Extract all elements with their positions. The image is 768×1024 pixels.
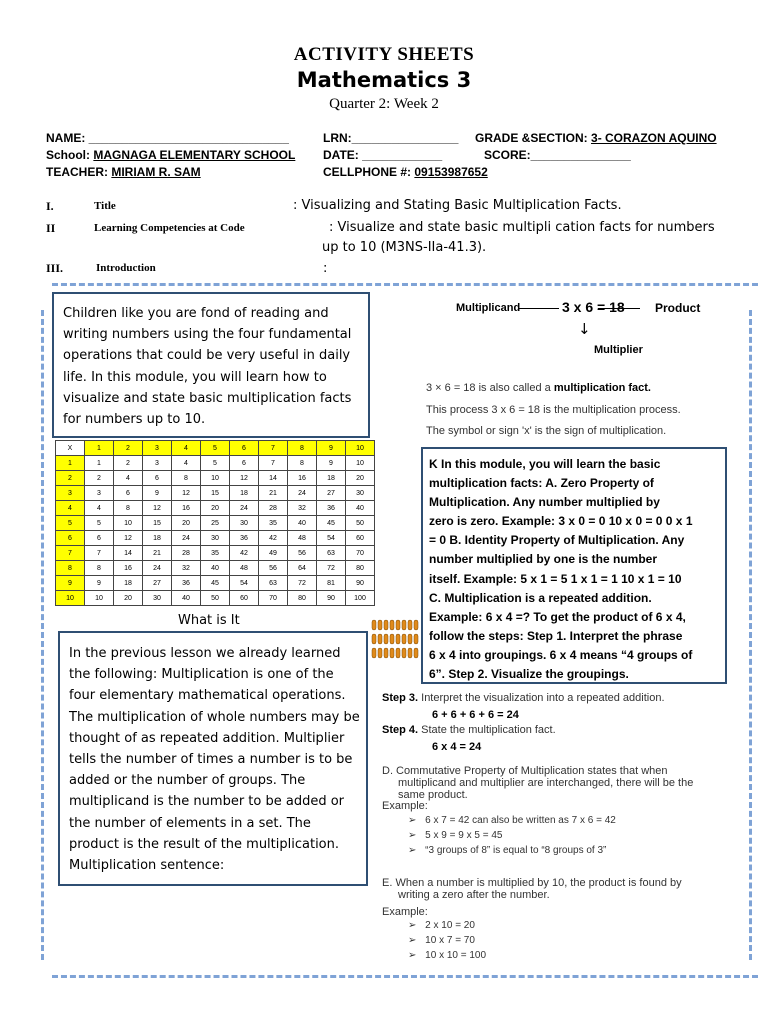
table-cell: 1 <box>85 456 114 471</box>
table-header-cell: 7 <box>259 441 288 456</box>
table-cell: 3 <box>85 486 114 501</box>
table-row <box>56 456 375 471</box>
text-line: 6”. Step 2. Visualize the groupings. <box>429 667 629 682</box>
table-header-cell: 1 <box>85 441 114 456</box>
table-cell: 15 <box>143 516 172 531</box>
table-cell: 36 <box>317 501 346 516</box>
table-cell: 50 <box>201 591 230 606</box>
table-cell: 32 <box>172 561 201 576</box>
commutative-examples <box>408 815 616 860</box>
list-item-text: 10 x 10 = 100 <box>425 950 487 961</box>
table-cell: 21 <box>143 546 172 561</box>
text-line: four elementary mathematical operations. <box>69 688 346 704</box>
table-row-header-cell: 4 <box>56 501 85 516</box>
table-cell: 6 <box>114 486 143 501</box>
subject-title: Mathematics 3 <box>296 68 472 92</box>
table-cell: 35 <box>259 516 288 531</box>
section-3-colon: : <box>323 261 328 276</box>
table-row <box>56 576 375 591</box>
table-cell: 16 <box>288 471 317 486</box>
table-cell: 7 <box>85 546 114 561</box>
table-cell: 24 <box>143 561 172 576</box>
table-cell: 90 <box>317 591 346 606</box>
table-cell: 6 <box>143 471 172 486</box>
table-cell: 7 <box>259 456 288 471</box>
dashed-border-top <box>52 283 758 286</box>
table-cell: 36 <box>230 531 259 546</box>
step-3-equation: 6 + 6 + 6 + 6 = 24 <box>432 709 519 721</box>
table-row-header-cell: 3 <box>56 486 85 501</box>
cellphone-field: CELLPHONE #: 09153987652 <box>323 165 488 179</box>
section-2-text-2: up to 10 (M3NS-IIa-41.3). <box>322 240 487 255</box>
table-cell: 9 <box>143 486 172 501</box>
down-arrow-icon: ↓ <box>578 320 591 338</box>
diagram-product: Product <box>655 301 701 315</box>
table-cell: 70 <box>259 591 288 606</box>
table-cell: 6 <box>85 531 114 546</box>
table-cell: 54 <box>317 531 346 546</box>
beads-grouping <box>370 618 420 660</box>
arrow-bullet-icon: ➢ <box>408 815 420 826</box>
table-cell: 40 <box>346 501 375 516</box>
fact-line-1: 3 × 6 = 18 is also called a multiplication fact. <box>426 382 651 394</box>
text-line: life. In this module, you will learn how to <box>63 369 327 385</box>
table-cell: 10 <box>114 516 143 531</box>
table-row-header-cell: 2 <box>56 471 85 486</box>
table-cell: 64 <box>288 561 317 576</box>
list-item-text: 2 x 10 = 20 <box>425 920 475 931</box>
commutative-line-3: same product. <box>398 789 468 801</box>
table-cell: 100 <box>346 591 375 606</box>
table-cell: 45 <box>317 516 346 531</box>
text-line: writing numbers using the four fundamental <box>63 327 352 343</box>
table-cell: 12 <box>143 501 172 516</box>
table-cell: 72 <box>288 576 317 591</box>
list-item <box>408 815 616 830</box>
section-1-text: : Visualizing and Stating Basic Multiplication Facts. <box>293 198 622 213</box>
table-cell: 35 <box>201 546 230 561</box>
text-line: number multiplied by one is the number <box>429 552 658 567</box>
school-field: School: MAGNAGA ELEMENTARY SCHOOL <box>46 148 296 162</box>
table-row <box>56 531 375 546</box>
text-line: operations that could be very useful in daily <box>63 348 351 364</box>
times-ten-line-1: E. When a number is multiplied by 10, the product is found by <box>382 877 682 889</box>
text-line: visualize and state basic multiplication facts <box>63 390 352 406</box>
arrow-bullet-icon: ➢ <box>408 830 420 841</box>
table-header-cell: 10 <box>346 441 375 456</box>
table-cell: 21 <box>259 486 288 501</box>
arrow-bullet-icon: ➢ <box>408 920 420 931</box>
text-line: thought of as repeated addition. Multiplier <box>69 730 345 746</box>
table-cell: 14 <box>259 471 288 486</box>
text-line: multiplication facts: A. Zero Property of <box>429 476 654 491</box>
text-line: In the previous lesson we already learned <box>69 646 341 661</box>
text-line: zero is zero. Example: 3 x 0 = 0 10 x 0 = 0 0 x 1 <box>429 514 693 529</box>
table-cell: 16 <box>114 561 143 576</box>
table-cell: 50 <box>346 516 375 531</box>
table-cell: 8 <box>114 501 143 516</box>
table-cell: 28 <box>172 546 201 561</box>
table-cell: 40 <box>201 561 230 576</box>
table-cell: 8 <box>85 561 114 576</box>
table-cell: 10 <box>346 456 375 471</box>
table-cell: 6 <box>230 456 259 471</box>
table-header-cell: 6 <box>230 441 259 456</box>
table-cell: 90 <box>346 576 375 591</box>
table-cell: 30 <box>143 591 172 606</box>
table-cell: 20 <box>172 516 201 531</box>
section-2-text-1: : Visualize and state basic multipli cation facts for numbers <box>329 220 715 235</box>
table-cell: 20 <box>346 471 375 486</box>
table-cell: 20 <box>114 591 143 606</box>
what-is-it-text <box>69 643 366 876</box>
lesson-box <box>421 447 727 684</box>
list-item <box>408 830 616 845</box>
table-cell: 56 <box>259 561 288 576</box>
text-line: the following: Multiplication is one of the <box>69 667 334 683</box>
table-cell: 48 <box>230 561 259 576</box>
table-cell: 24 <box>172 531 201 546</box>
list-item-text: 5 x 9 = 9 x 5 = 45 <box>425 830 503 841</box>
teacher-field: TEACHER: MIRIAM R. SAM <box>46 165 201 179</box>
table-cell: 2 <box>85 471 114 486</box>
table-header-cell: 5 <box>201 441 230 456</box>
step-3: Step 3. Interpret the visualization into a repeated addition. <box>382 692 665 704</box>
table-cell: 72 <box>317 561 346 576</box>
table-cell: 18 <box>317 471 346 486</box>
text-line: 6 x 4 into groupings. 6 x 4 means “4 groups of <box>429 647 693 662</box>
table-header-cell: 3 <box>143 441 172 456</box>
diagram-multiplier: Multiplier <box>594 344 643 356</box>
quarter-week: Quarter 2: Week 2 <box>329 96 439 112</box>
dashed-border-left <box>41 310 44 960</box>
table-cell: 12 <box>114 531 143 546</box>
table-cell: 63 <box>259 576 288 591</box>
text-line: tells the number of times a number is to be <box>69 752 353 768</box>
text-line: multiplicand is the number to be added or <box>69 794 345 810</box>
text-line: added or the number of groups. The <box>69 773 306 789</box>
table-cell: 32 <box>288 501 317 516</box>
table-cell: 4 <box>85 501 114 516</box>
list-item-text: 6 x 7 = 42 can also be written as 7 x 6 = 42 <box>425 815 616 826</box>
table-cell: 56 <box>288 546 317 561</box>
diagram-equation: 3 x 6 = 18 <box>562 299 625 315</box>
list-item-text: 10 x 7 = 70 <box>425 935 475 946</box>
table-corner-cell: X <box>56 441 85 456</box>
table-cell: 48 <box>288 531 317 546</box>
text-line: product is the result of the multiplication. <box>69 836 340 852</box>
table-cell: 80 <box>288 591 317 606</box>
section-3-number: III. <box>46 261 64 275</box>
step-4: Step 4. State the multiplication fact. <box>382 724 556 736</box>
table-cell: 10 <box>201 471 230 486</box>
diagram-product-line <box>598 308 640 309</box>
multiplication-table-container <box>55 440 375 606</box>
lesson-text <box>429 455 725 684</box>
table-cell: 9 <box>85 576 114 591</box>
table-cell: 42 <box>230 546 259 561</box>
text-line: itself. Example: 5 x 1 = 5 1 x 1 = 1 10 x 1 = 10 <box>429 571 682 586</box>
intro-text <box>63 303 368 430</box>
name-field: NAME: ______________________________ <box>46 131 289 145</box>
list-item <box>408 920 486 935</box>
text-line: for numbers up to 10. <box>63 412 206 428</box>
what-is-it-title: What is It <box>178 613 240 628</box>
diagram-multiplicand: Multiplicand <box>456 302 521 314</box>
table-cell: 30 <box>230 516 259 531</box>
fact-line-2: This process 3 x 6 = 18 is the multiplication process. <box>426 404 681 416</box>
times-ten-line-2: writing a zero after the number. <box>398 889 550 901</box>
grade-section-field: GRADE &SECTION: 3- CORAZON AQUINO <box>475 131 717 145</box>
table-header-cell: 8 <box>288 441 317 456</box>
table-cell: 49 <box>259 546 288 561</box>
lrn-field: LRN:________________ <box>323 131 459 145</box>
table-cell: 40 <box>172 591 201 606</box>
table-cell: 63 <box>317 546 346 561</box>
table-cell: 42 <box>259 531 288 546</box>
example-label-1: Example: <box>382 800 428 812</box>
table-row-header-cell: 8 <box>56 561 85 576</box>
table-cell: 5 <box>201 456 230 471</box>
table-row <box>56 501 375 516</box>
table-row-header-cell: 9 <box>56 576 85 591</box>
text-line: the number of elements in a set. The <box>69 815 311 831</box>
table-cell: 8 <box>172 471 201 486</box>
table-cell: 54 <box>230 576 259 591</box>
text-line: Multiplication. Any number multiplied by <box>429 495 660 510</box>
text-line: follow the steps: Step 1. Interpret the phrase <box>429 628 683 643</box>
table-cell: 70 <box>346 546 375 561</box>
table-cell: 60 <box>230 591 259 606</box>
table-row <box>56 546 375 561</box>
date-field: DATE: ____________ <box>323 148 443 162</box>
table-cell: 27 <box>317 486 346 501</box>
table-cell: 15 <box>201 486 230 501</box>
text-line: Multiplication sentence: <box>69 858 225 874</box>
text-line: Example: 6 x 4 =? To get the product of 6 x 4, <box>429 609 686 624</box>
table-cell: 18 <box>230 486 259 501</box>
table-cell: 24 <box>230 501 259 516</box>
text-line: = 0 B. Identity Property of Multiplication. Any <box>429 533 685 548</box>
multiplication-table <box>55 440 375 606</box>
arrow-bullet-icon: ➢ <box>408 950 420 961</box>
example-label-2: Example: <box>382 906 428 918</box>
diagram-arrow-line <box>519 308 559 309</box>
dashed-border-bottom <box>52 975 758 978</box>
table-cell: 3 <box>143 456 172 471</box>
table-row-header-cell: 1 <box>56 456 85 471</box>
section-1-label: Title <box>94 200 116 212</box>
table-cell: 10 <box>85 591 114 606</box>
table-cell: 18 <box>114 576 143 591</box>
arrow-bullet-icon: ➢ <box>408 935 420 946</box>
table-cell: 5 <box>85 516 114 531</box>
times-ten-examples <box>408 920 486 965</box>
table-cell: 14 <box>114 546 143 561</box>
text-line: The multiplication of whole numbers may be <box>69 709 360 725</box>
table-row-header-cell: 5 <box>56 516 85 531</box>
section-1-number: I. <box>46 199 54 213</box>
table-cell: 27 <box>143 576 172 591</box>
list-item <box>408 845 616 860</box>
table-cell: 12 <box>230 471 259 486</box>
table-row <box>56 591 375 606</box>
table-cell: 16 <box>172 501 201 516</box>
table-row-header-cell: 6 <box>56 531 85 546</box>
text-line: K In this module, you will learn the basic <box>429 457 661 471</box>
text-line: Children like you are fond of reading and <box>63 306 329 321</box>
table-row-header-cell: 7 <box>56 546 85 561</box>
table-row <box>56 486 375 501</box>
table-cell: 4 <box>172 456 201 471</box>
fact-line-3: The symbol or sign 'x' is the sign of multiplication. <box>426 425 667 437</box>
table-cell: 4 <box>114 471 143 486</box>
intro-box <box>52 292 370 438</box>
list-item <box>408 935 486 950</box>
text-line: C. Multiplication is a repeated addition. <box>429 590 652 605</box>
dashed-border-right <box>749 310 752 960</box>
table-cell: 30 <box>346 486 375 501</box>
table-cell: 36 <box>172 576 201 591</box>
list-item <box>408 950 486 965</box>
table-cell: 60 <box>346 531 375 546</box>
step-4-equation: 6 x 4 = 24 <box>432 741 482 753</box>
table-row-header-cell: 10 <box>56 591 85 606</box>
table-header-cell: 2 <box>114 441 143 456</box>
table-cell: 40 <box>288 516 317 531</box>
table-row <box>56 471 375 486</box>
commutative-line-2: multiplicand and multiplier are interchanged, there will be the <box>398 777 694 789</box>
table-cell: 28 <box>259 501 288 516</box>
table-cell: 25 <box>201 516 230 531</box>
arrow-bullet-icon: ➢ <box>408 845 420 856</box>
sheet-title: ACTIVITY SHEETS <box>293 44 475 65</box>
table-cell: 80 <box>346 561 375 576</box>
table-cell: 8 <box>288 456 317 471</box>
table-cell: 12 <box>172 486 201 501</box>
commutative-line-1: D. Commutative Property of Multiplication states that when <box>382 765 668 777</box>
table-row <box>56 561 375 576</box>
table-cell: 24 <box>288 486 317 501</box>
table-cell: 30 <box>201 531 230 546</box>
table-cell: 45 <box>201 576 230 591</box>
table-cell: 2 <box>114 456 143 471</box>
table-header-cell: 4 <box>172 441 201 456</box>
beads-icon <box>370 618 420 660</box>
table-cell: 81 <box>317 576 346 591</box>
score-field: SCORE:_______________ <box>484 148 631 162</box>
section-2-number: II <box>46 221 56 235</box>
table-cell: 20 <box>201 501 230 516</box>
table-cell: 18 <box>143 531 172 546</box>
table-header-row <box>56 441 375 456</box>
what-is-it-box <box>58 631 368 886</box>
table-header-cell: 9 <box>317 441 346 456</box>
table-cell: 9 <box>317 456 346 471</box>
section-2-label: Learning Competencies at Code <box>94 222 245 234</box>
section-3-label: Introduction <box>96 262 156 274</box>
list-item-text: “3 groups of 8” is equal to “8 groups of 3” <box>425 845 607 856</box>
table-row <box>56 516 375 531</box>
